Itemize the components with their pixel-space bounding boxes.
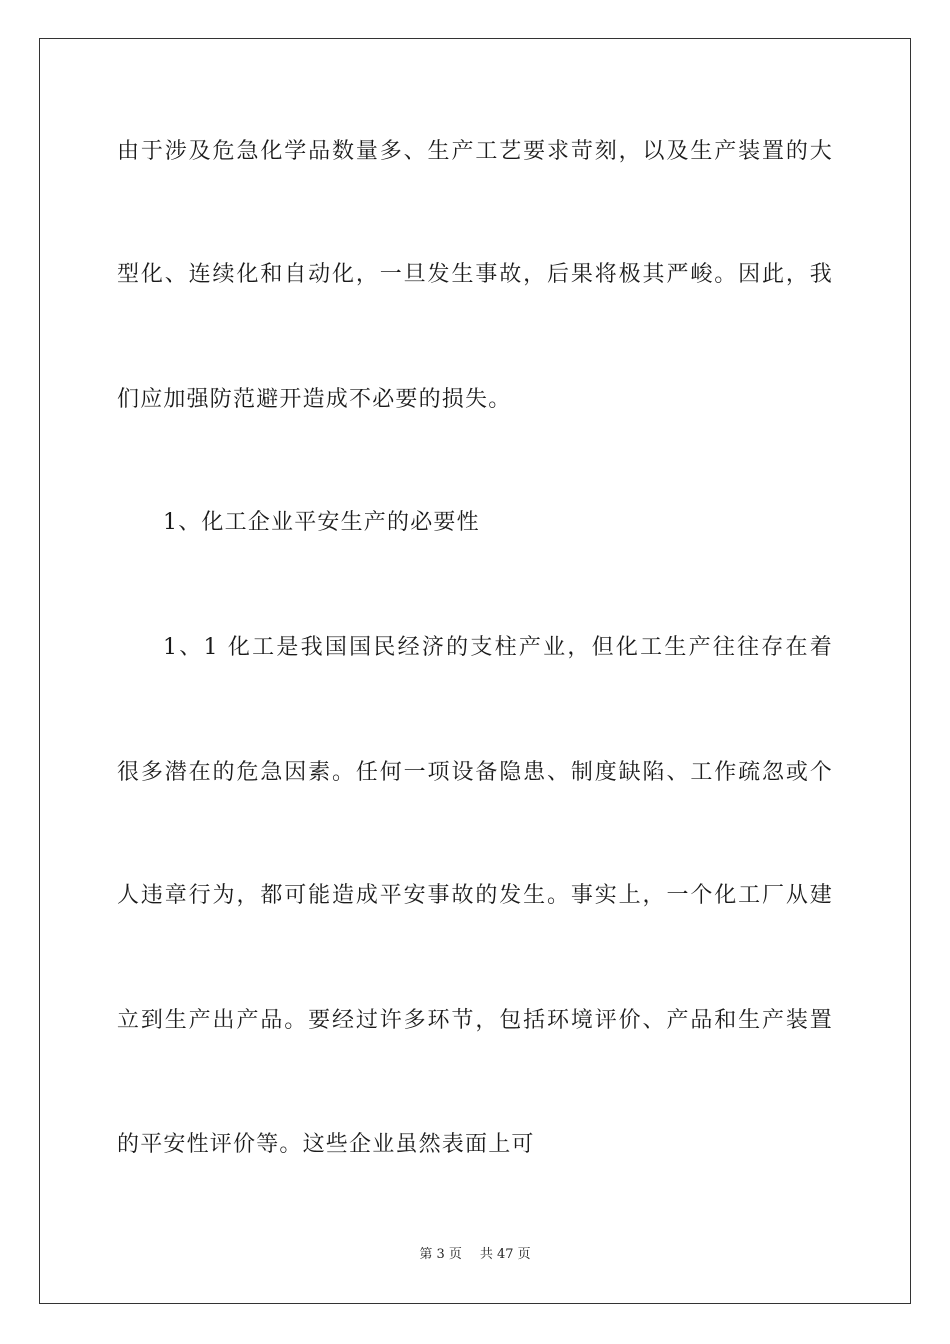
section-heading: 1、化工企业平安生产的必要性 <box>163 510 480 535</box>
body-line-7: 立到生产出产品。要经过许多环节，包括环境评价、产品和生产装置 <box>117 1008 833 1033</box>
page-footer <box>0 1246 950 1264</box>
body-line-3: 们应加强防范避开造成不必要的损失。 <box>117 387 512 412</box>
body-line-8: 的平安性评价等。这些企业虽然表面上可 <box>117 1132 535 1157</box>
page-number: 第 3 页 <box>419 1247 462 1262</box>
body-line-2: 型化、连续化和自动化，一旦发生事故，后果将极其严峻。因此，我 <box>117 262 833 287</box>
page-border <box>39 38 911 1304</box>
body-line-1: 由于涉及危急化学品数量多、生产工艺要求苛刻，以及生产装置的大 <box>117 139 833 164</box>
body-line-5: 很多潜在的危急因素。任何一项设备隐患、制度缺陷、工作疏忽或个 <box>117 760 833 785</box>
page-total: 共 47 页 <box>479 1247 531 1262</box>
body-line-4: 1、1 化工是我国国民经济的支柱产业，但化工生产往往存在着 <box>163 635 833 660</box>
body-line-6: 人违章行为，都可能造成平安事故的发生。事实上，一个化工厂从建 <box>117 883 833 908</box>
